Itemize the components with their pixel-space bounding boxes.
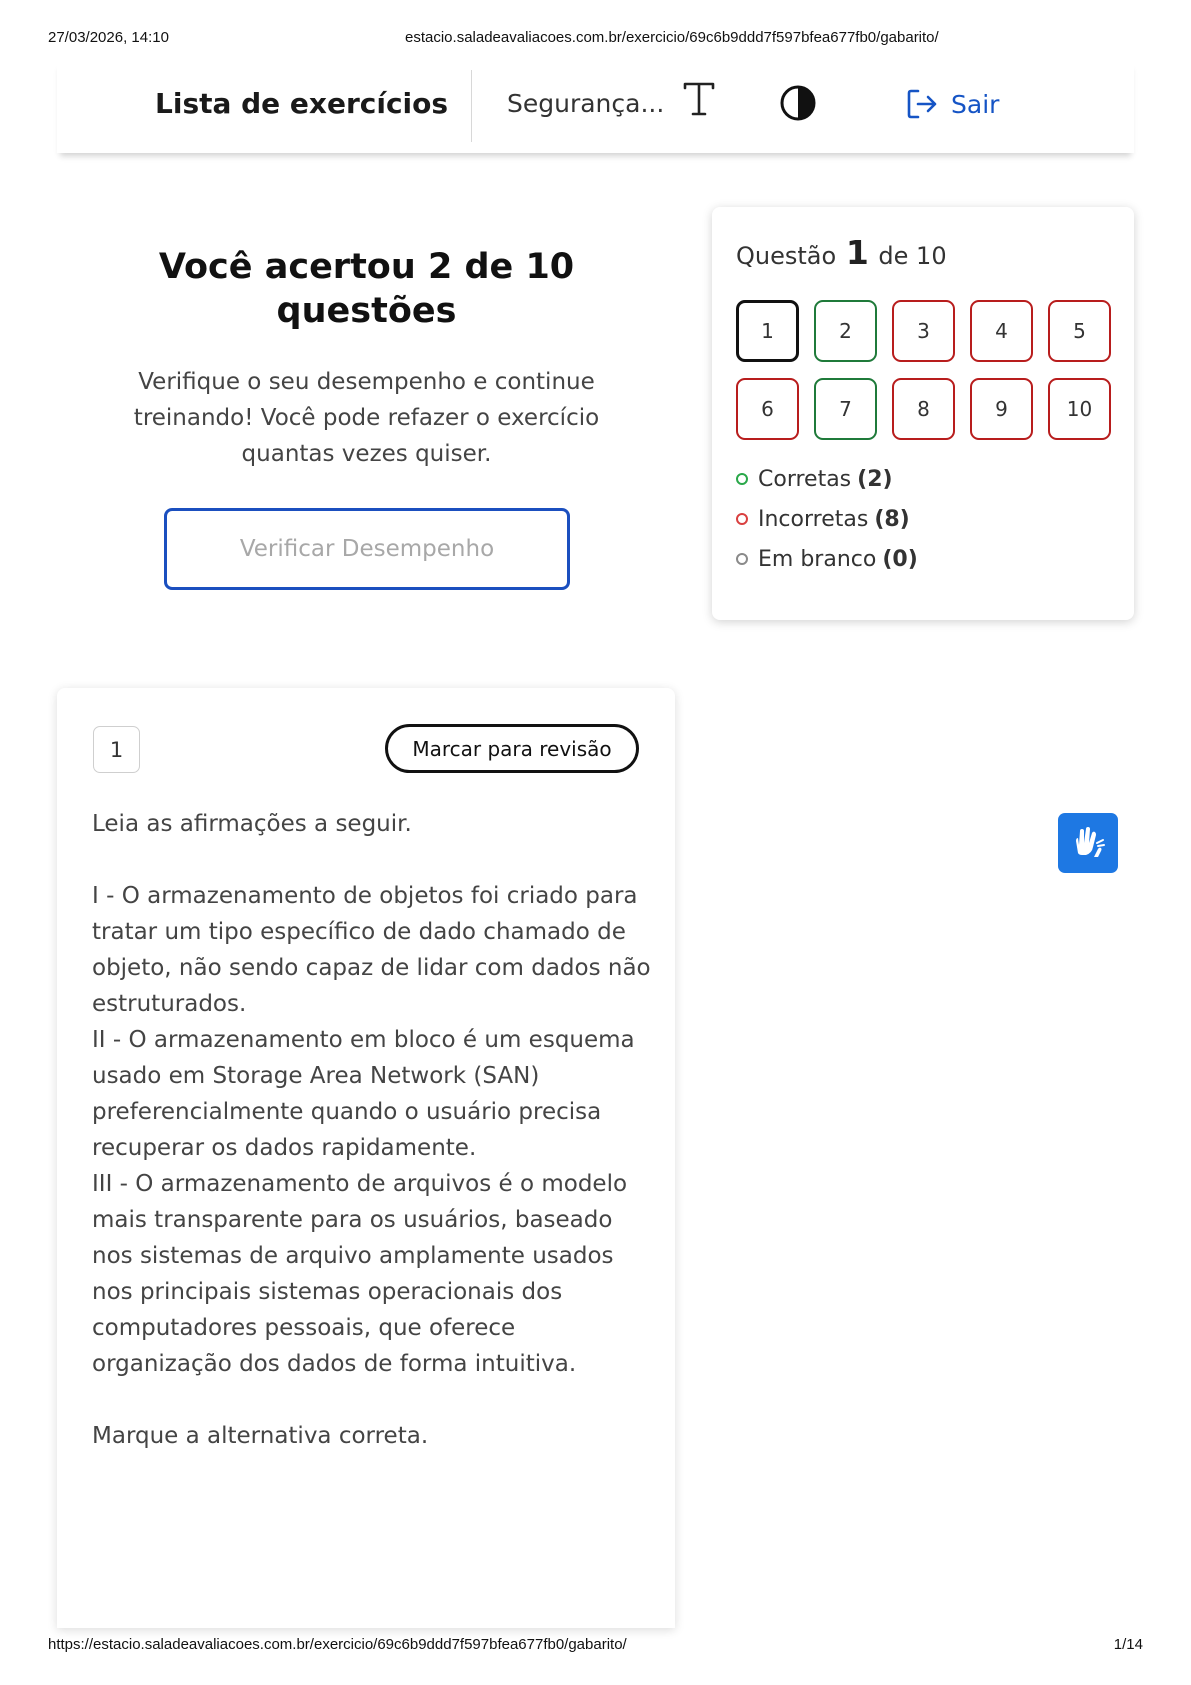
question-grid	[736, 300, 1116, 440]
print-page-number: 1/14	[1113, 1636, 1143, 1653]
question-card	[57, 688, 675, 1628]
legend-label: Incorretas	[758, 506, 869, 532]
result-title: Você acertou 2 de 10 questões	[158, 247, 575, 331]
question-instruction: Marque a alternativa correta.	[92, 1423, 429, 1449]
print-footer-url: https://estacio.saladeavaliacoes.com.br/exercicio/69c6b9ddd7f597bfea677fb0/gabarito/	[48, 1636, 627, 1653]
result-description: Verifique o seu desempenho e continue treinando! Você pode refazer o exercício quantas vezes quiser.	[133, 369, 600, 467]
counter-suffix: de 10	[878, 242, 947, 270]
question-number: 1	[93, 726, 140, 773]
contrast-icon[interactable]	[779, 84, 817, 122]
question-nav-8[interactable]: 8	[892, 378, 955, 440]
legend-dot-icon	[736, 553, 748, 565]
question-nav-3[interactable]: 3	[892, 300, 955, 362]
question-nav-9[interactable]: 9	[970, 378, 1033, 440]
legend-item	[736, 539, 918, 579]
legend-item	[736, 459, 918, 499]
print-url: estacio.saladeavaliacoes.com.br/exercicio/69c6b9ddd7f597bfea677fb0/gabarito/	[405, 29, 939, 46]
logout-icon	[905, 87, 939, 121]
statement-2: II - O armazenamento em bloco é um esquema usado em Storage Area Network (SAN) preferencialmente quando o usuário precisa recuperar os dados rapidamente.	[92, 1027, 635, 1161]
print-header	[0, 29, 1191, 51]
question-nav-7[interactable]: 7	[814, 378, 877, 440]
logout-label: Sair	[951, 89, 1000, 119]
statement-3: III - O armazenamento de arquivos é o modelo mais transparente para os usuários, baseado nos sistemas de arquivo amplamente usados nos principais sistemas operacionais dos computadores pessoais, que oferece organização dos dados de forma intuitiva.	[92, 1171, 628, 1377]
print-datetime: 27/03/2026, 14:10	[48, 29, 169, 46]
question-nav-6[interactable]: 6	[736, 378, 799, 440]
print-footer	[0, 1636, 1191, 1658]
question-counter	[736, 233, 947, 272]
legend-count: (2)	[857, 466, 893, 492]
legend-dot-icon	[736, 473, 748, 485]
top-bar	[57, 60, 1134, 153]
page-title: Lista de exercícios	[155, 87, 449, 120]
question-intro: Leia as afirmações a seguir.	[92, 811, 412, 837]
subject-name: Segurança...	[507, 89, 665, 118]
font-size-icon[interactable]	[681, 80, 717, 120]
legend-label: Corretas	[758, 466, 852, 492]
question-nav-5[interactable]: 5	[1048, 300, 1111, 362]
legend-count: (8)	[874, 506, 910, 532]
legend-label: Em branco	[758, 546, 877, 572]
counter-current: 1	[845, 233, 869, 272]
legend-count: (0)	[882, 546, 918, 572]
sign-language-icon	[1068, 823, 1108, 863]
question-navigator	[712, 207, 1134, 620]
question-nav-4[interactable]: 4	[970, 300, 1033, 362]
question-nav-1[interactable]: 1	[736, 300, 799, 362]
sign-language-button[interactable]	[1058, 813, 1118, 873]
legend-item	[736, 499, 918, 539]
counter-prefix: Questão	[736, 242, 837, 270]
question-body	[92, 806, 652, 1454]
statement-1: I - O armazenamento de objetos foi criado para tratar um tipo específico de dado chamado de objeto, não sendo capaz de lidar com dados não estruturados.	[92, 883, 651, 1017]
question-nav-10[interactable]: 10	[1048, 378, 1111, 440]
verify-performance-button[interactable]: Verificar Desempenho	[164, 508, 570, 590]
mark-for-review-button[interactable]: Marcar para revisão	[385, 724, 639, 773]
question-nav-2[interactable]: 2	[814, 300, 877, 362]
divider	[471, 70, 472, 142]
legend-dot-icon	[736, 513, 748, 525]
answer-legend	[736, 459, 918, 579]
logout-button[interactable]	[905, 84, 999, 124]
